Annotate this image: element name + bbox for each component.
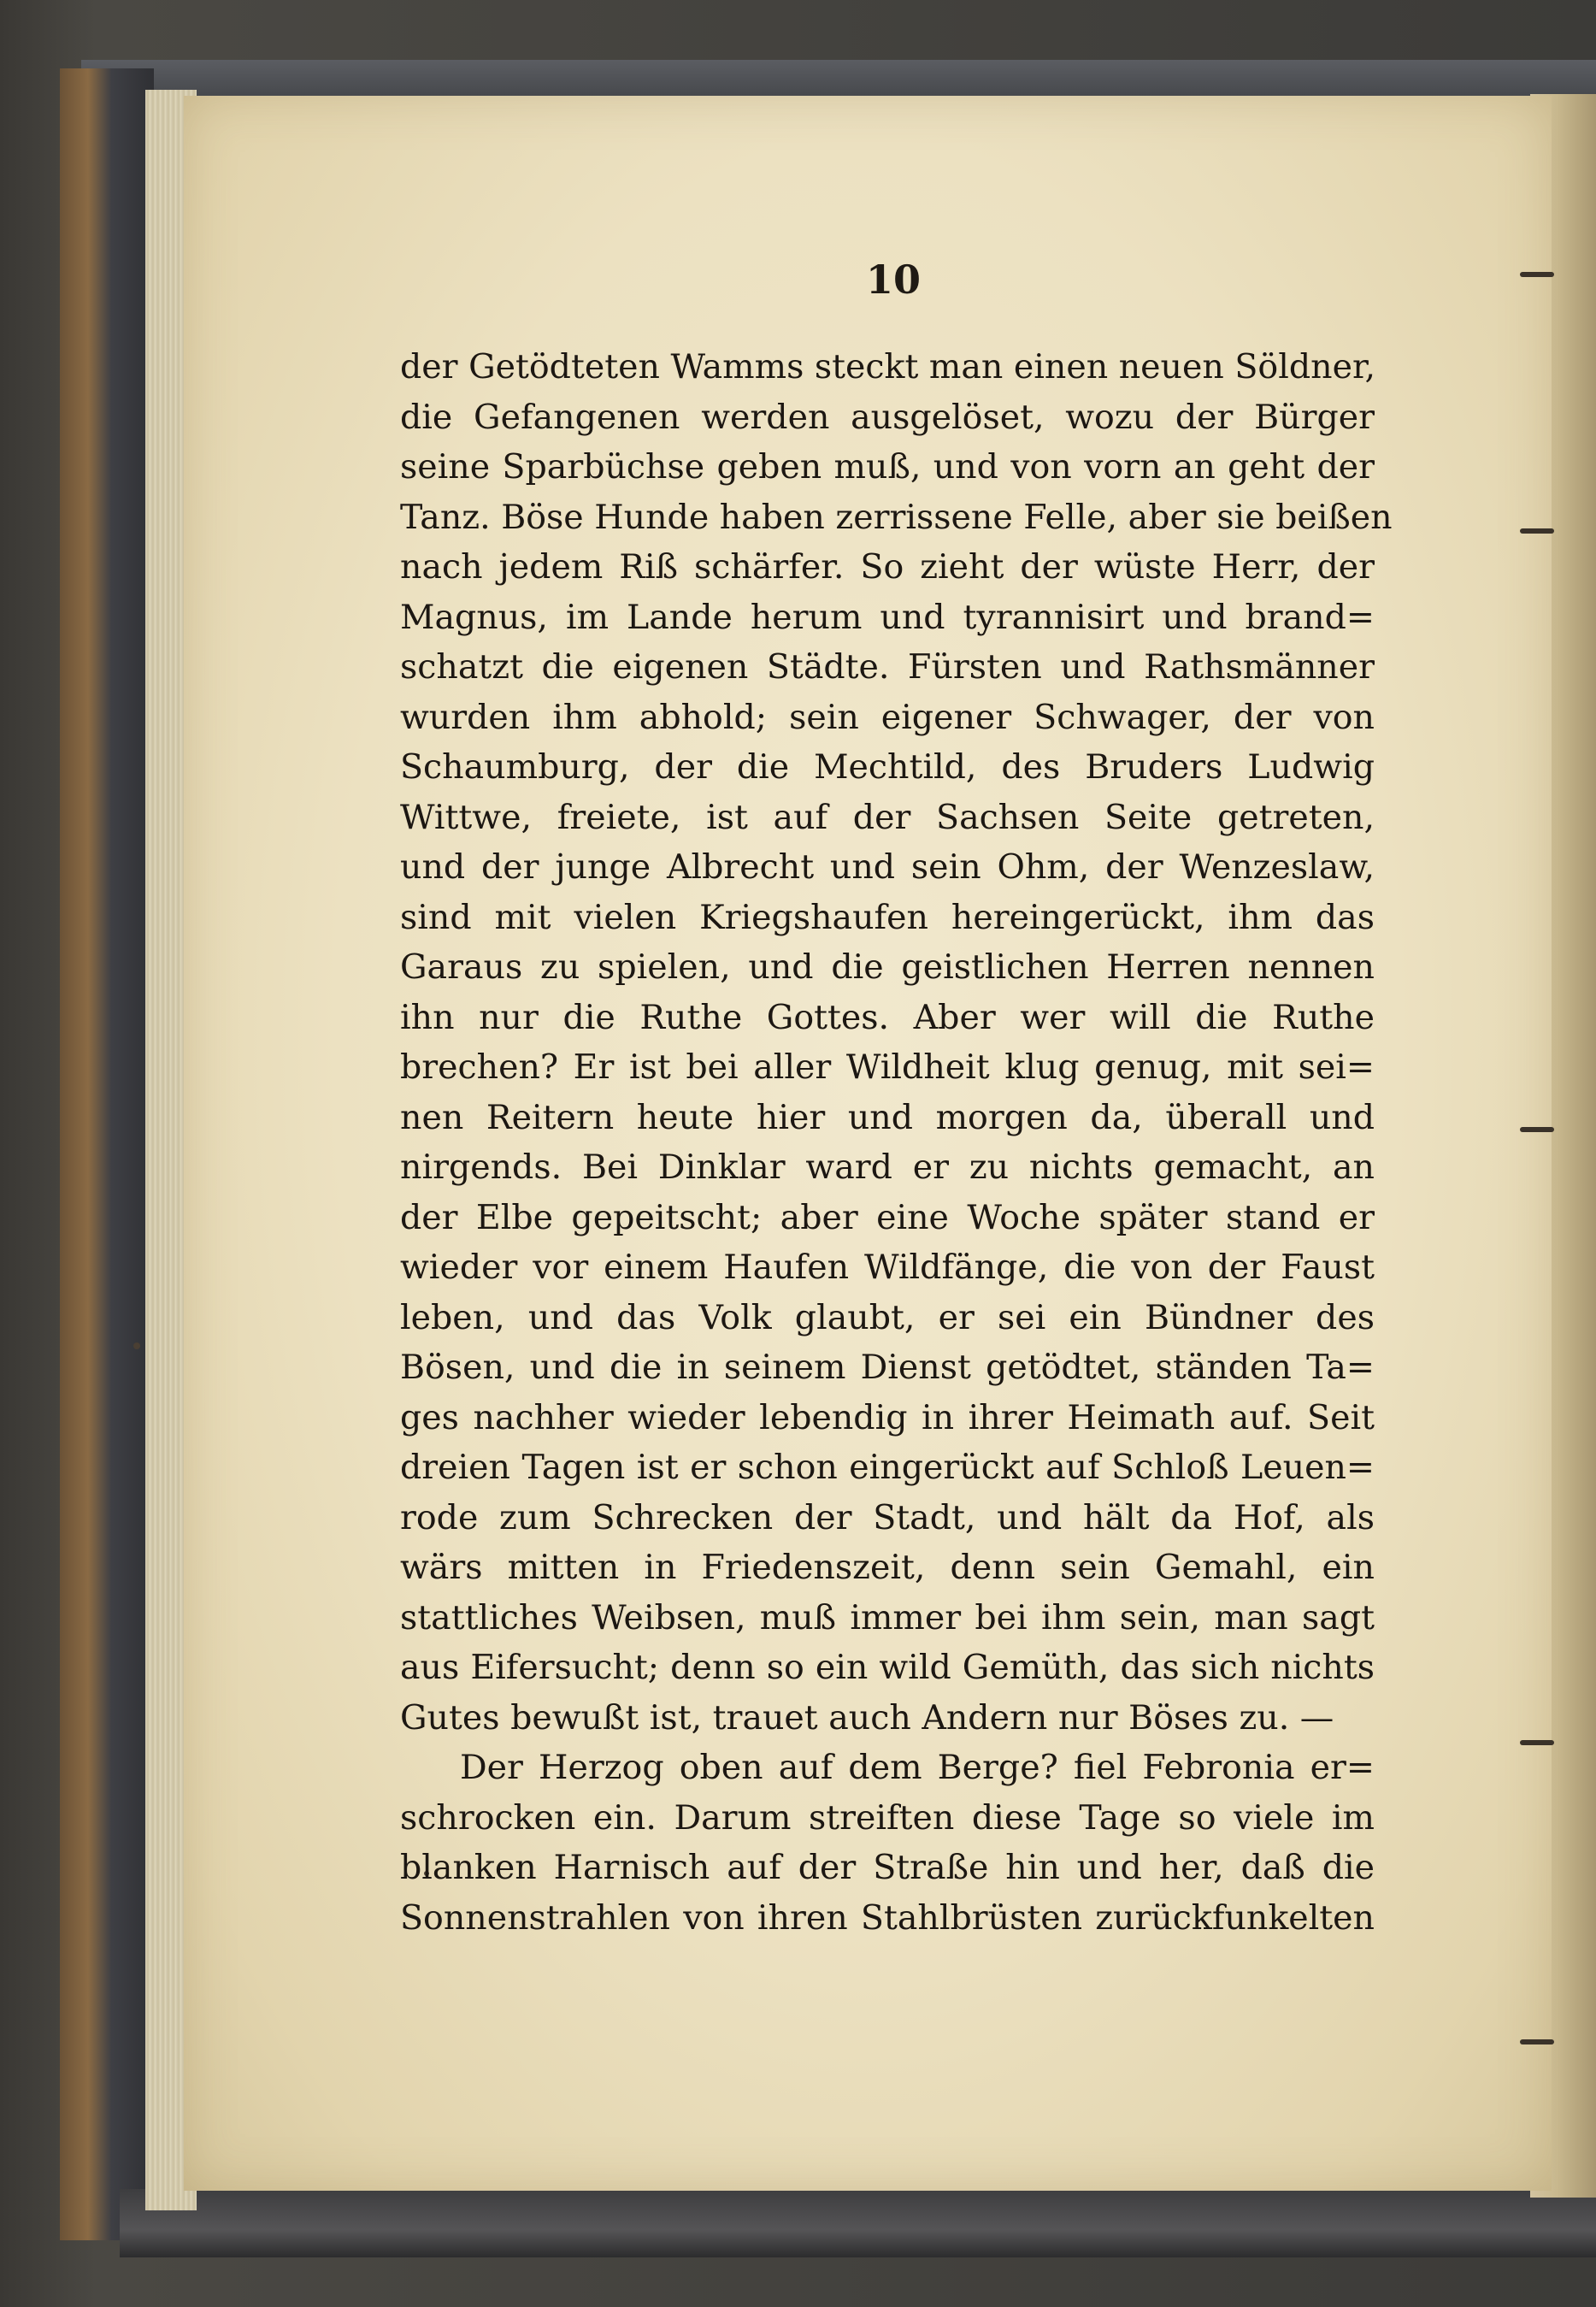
text-line: Bösen, und die in seinem Dienst getödtet, ständen Ta= bbox=[400, 1348, 1375, 1387]
text-line: Der Herzog oben auf dem Berge? fiel Febronia er= bbox=[460, 1748, 1375, 1787]
text-line: sind mit vielen Kriegshaufen hereingerückt, ihm das bbox=[400, 897, 1375, 937]
text-line: nach jedem Riß schärfer. So zieht der wüste Herr, der bbox=[400, 547, 1375, 587]
text-line: nen Reitern heute hier und morgen da, überall und bbox=[400, 1097, 1375, 1137]
book-cover-top-edge bbox=[81, 60, 1596, 101]
text-line: rode zum Schrecken der Stadt, und hält da Hof, als bbox=[400, 1497, 1375, 1537]
text-line: ihn nur die Ruthe Gottes. Aber wer will die Ruthe bbox=[400, 997, 1375, 1037]
text-line: Gutes bewußt ist, trauet auch Andern nur Böses zu. — bbox=[400, 1697, 1334, 1738]
text-line: wieder vor einem Haufen Wildfänge, die von der Faust bbox=[400, 1248, 1375, 1287]
text-line: schatzt die eigenen Städte. Fürsten und Rathsmänner bbox=[400, 647, 1375, 687]
paper-speck bbox=[133, 1342, 140, 1349]
text-line: blanken Harnisch auf der Straße hin und her, daß die bbox=[400, 1848, 1375, 1887]
text-line: nirgends. Bei Dinklar ward er zu nichts gemacht, an bbox=[400, 1148, 1375, 1187]
text-line: Sonnenstrahlen von ihren Stahlbrüsten zurückfunkelten bbox=[400, 1897, 1375, 1938]
binding-thread bbox=[1520, 528, 1554, 534]
text-line: Tanz. Böse Hunde haben zerrissene Felle, aber sie beißen bbox=[400, 497, 1393, 537]
text-line: wärs mitten in Friedenszeit, denn sein Gemahl, ein bbox=[400, 1548, 1375, 1587]
binding-thread bbox=[1520, 1127, 1554, 1132]
page-number: 10 bbox=[865, 257, 921, 303]
binding-thread bbox=[1520, 2039, 1554, 2044]
text-line: der Getödteten Wamms steckt man einen neuen Söldner, bbox=[400, 347, 1376, 386]
text-line: wurden ihm abhold; sein eigener Schwager, der von bbox=[400, 697, 1375, 737]
text-line: leben, und das Volk glaubt, er sei ein Bündner des bbox=[400, 1297, 1375, 1337]
text-line: aus Eifersucht; denn so ein wild Gemüth, das sich nichts bbox=[400, 1648, 1375, 1687]
text-line: Garaus zu spielen, und die geistlichen Herren nennen bbox=[400, 947, 1375, 987]
text-line: stattliches Weibsen, muß immer bei ihm sein, man sagt bbox=[400, 1597, 1375, 1637]
text-line: Schaumburg, der die Mechtild, des Bruders Ludwig bbox=[400, 747, 1375, 787]
text-line: dreien Tagen ist er schon eingerückt auf Schloß Leuen= bbox=[400, 1448, 1375, 1487]
text-line: Wittwe, freiete, ist auf der Sachsen Seite getreten, bbox=[400, 797, 1375, 837]
book-spine bbox=[60, 68, 154, 2240]
binding-thread bbox=[1520, 1740, 1554, 1745]
page-text bbox=[400, 342, 1393, 1943]
text-line: brechen? Er ist bei aller Wildheit klug genug, mit sei= bbox=[400, 1047, 1375, 1087]
text-line: seine Sparbüchse geben muß, und von vorn an geht der bbox=[400, 447, 1375, 487]
text-line: der Elbe gepeitscht; aber eine Woche später stand er bbox=[400, 1197, 1375, 1237]
text-line: und der junge Albrecht und sein Ohm, der Wenzeslaw, bbox=[400, 847, 1375, 887]
text-line: Magnus, im Lande herum und tyrannisirt und brand= bbox=[400, 597, 1375, 637]
book-cover-bottom-edge bbox=[120, 2189, 1596, 2257]
text-line: schrocken ein. Darum streiften diese Tage so viele im bbox=[400, 1797, 1375, 1838]
text-line: die Gefangenen werden ausgelöset, wozu der Bürger bbox=[400, 397, 1375, 437]
text-line: ges nachher wieder lebendig in ihrer Heimath auf. Seit bbox=[400, 1397, 1375, 1437]
